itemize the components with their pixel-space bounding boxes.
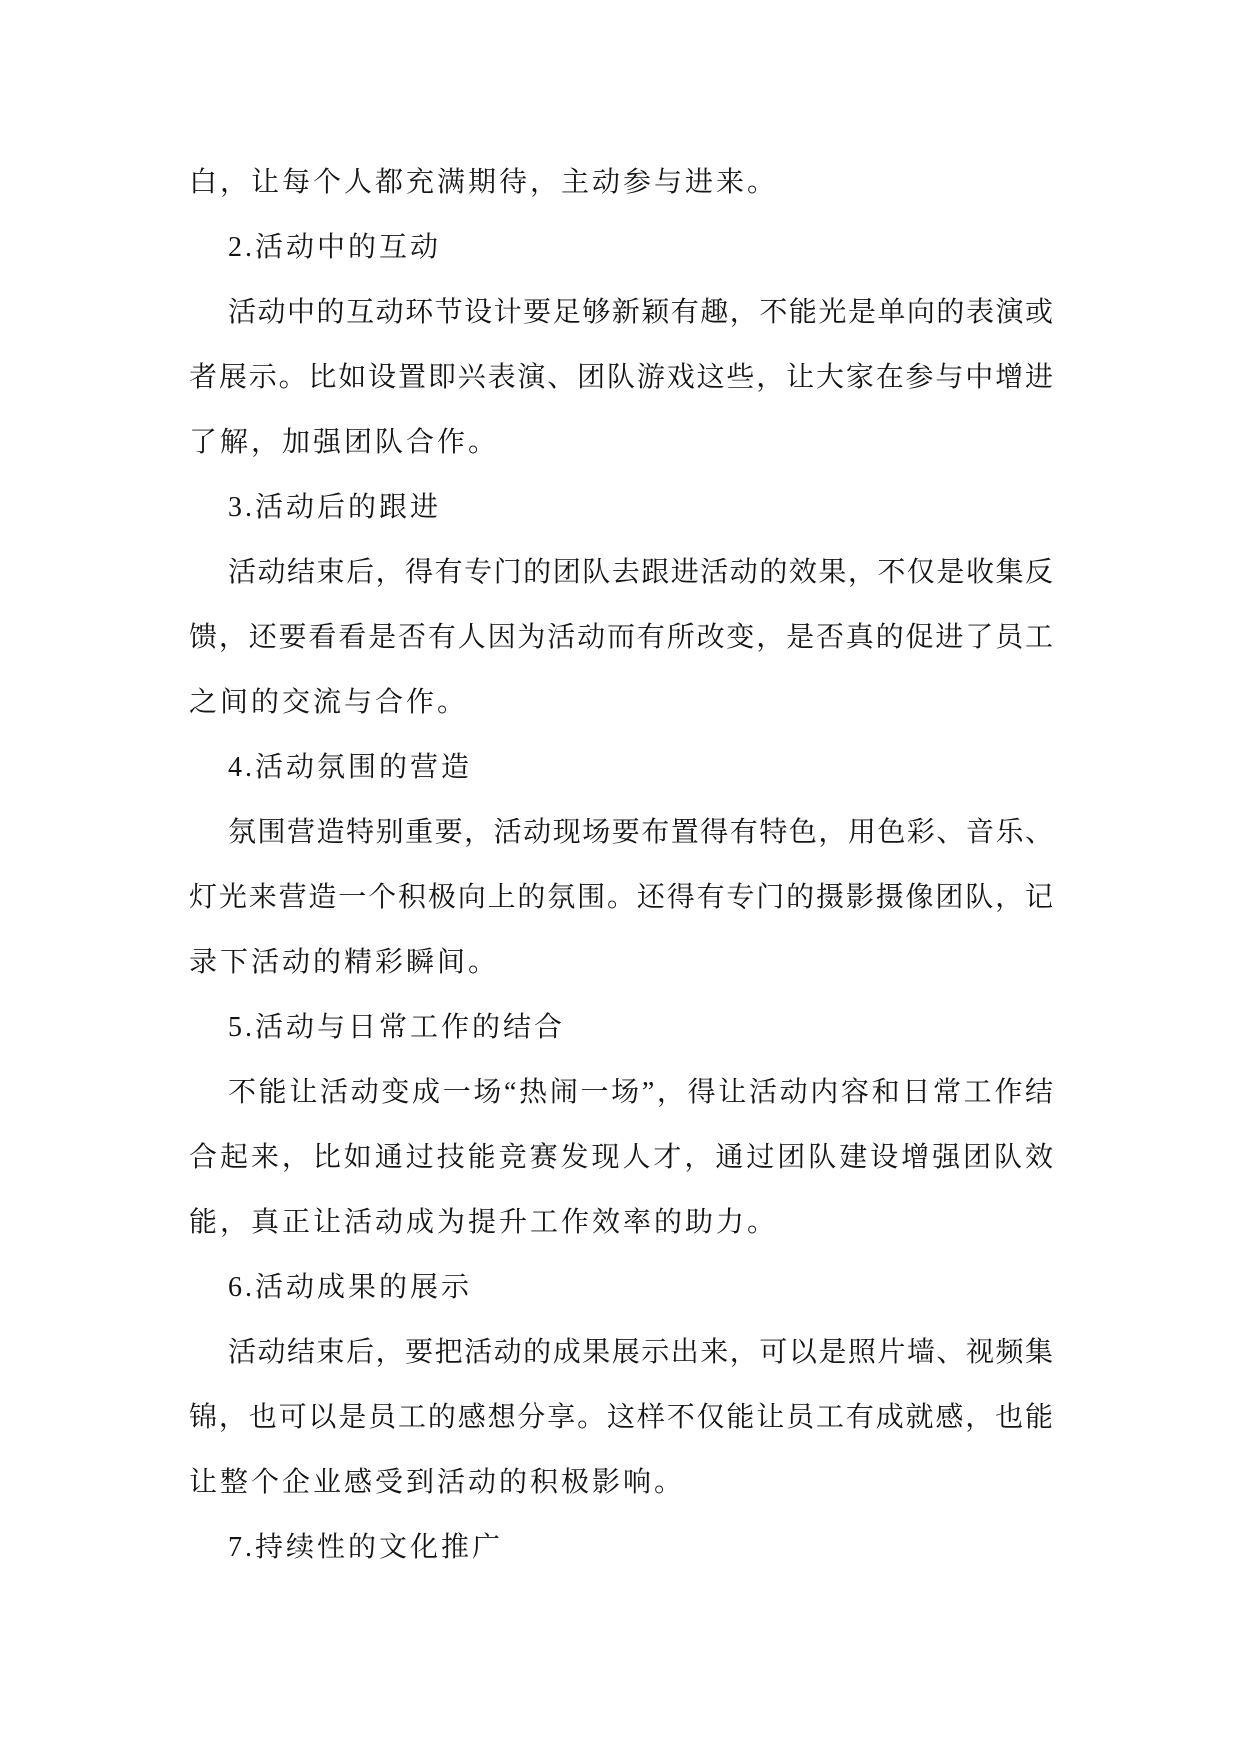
paragraph-line: 录下活动的精彩瞬间。 — [189, 947, 500, 978]
text-block — [189, 150, 1053, 1580]
paragraph-line: 让整个企业感受到活动的积极影响。 — [189, 1467, 686, 1498]
section-heading: 5.活动与日常工作的结合 — [228, 1012, 566, 1043]
paragraph-line: 活动结束后，要把活动的成果展示出来，可以是照片墙、视频集 — [228, 1337, 1053, 1368]
paragraph-line: 活动结束后，得有专门的团队去跟进活动的效果，不仅是收集反 — [228, 557, 1053, 588]
paragraph-line: 了解，加强团队合作。 — [189, 427, 500, 458]
section-heading: 4.活动氛围的营造 — [228, 752, 473, 783]
paragraph-line: 合起来，比如通过技能竞赛发现人才，通过团队建设增强团队效 — [189, 1142, 1053, 1173]
paragraph-line: 馈，还要看看是否有人因为活动而有所改变，是否真的促进了员工 — [189, 622, 1053, 653]
paragraph-line: 不能让活动变成一场“热闹一场”，得让活动内容和日常工作结 — [228, 1077, 1053, 1108]
paragraph-line: 能，真正让活动成为提升工作效率的助力。 — [189, 1207, 779, 1238]
paragraph-line: 氛围营造特别重要，活动现场要布置得有特色，用色彩、音乐、 — [228, 817, 1053, 848]
paragraph-line: 之间的交流与合作。 — [189, 687, 469, 718]
section-heading: 7.持续性的文化推广 — [228, 1532, 504, 1563]
section-heading: 6.活动成果的展示 — [228, 1272, 473, 1303]
paragraph-line: 锦，也可以是员工的感想分享。这样不仅能让员工有成就感，也能 — [189, 1402, 1053, 1433]
paragraph-line: 灯光来营造一个积极向上的氛围。还得有专门的摄影摄像团队，记 — [189, 882, 1053, 913]
paragraph-line: 者展示。比如设置即兴表演、团队游戏这些，让大家在参与中增进 — [189, 362, 1053, 393]
paragraph-line: 白，让每个人都充满期待，主动参与进来。 — [189, 167, 779, 198]
section-heading: 3.活动后的跟进 — [228, 492, 442, 523]
section-heading: 2.活动中的互动 — [228, 232, 442, 263]
paragraph-line: 活动中的互动环节设计要足够新颖有趣，不能光是单向的表演或 — [228, 297, 1053, 328]
